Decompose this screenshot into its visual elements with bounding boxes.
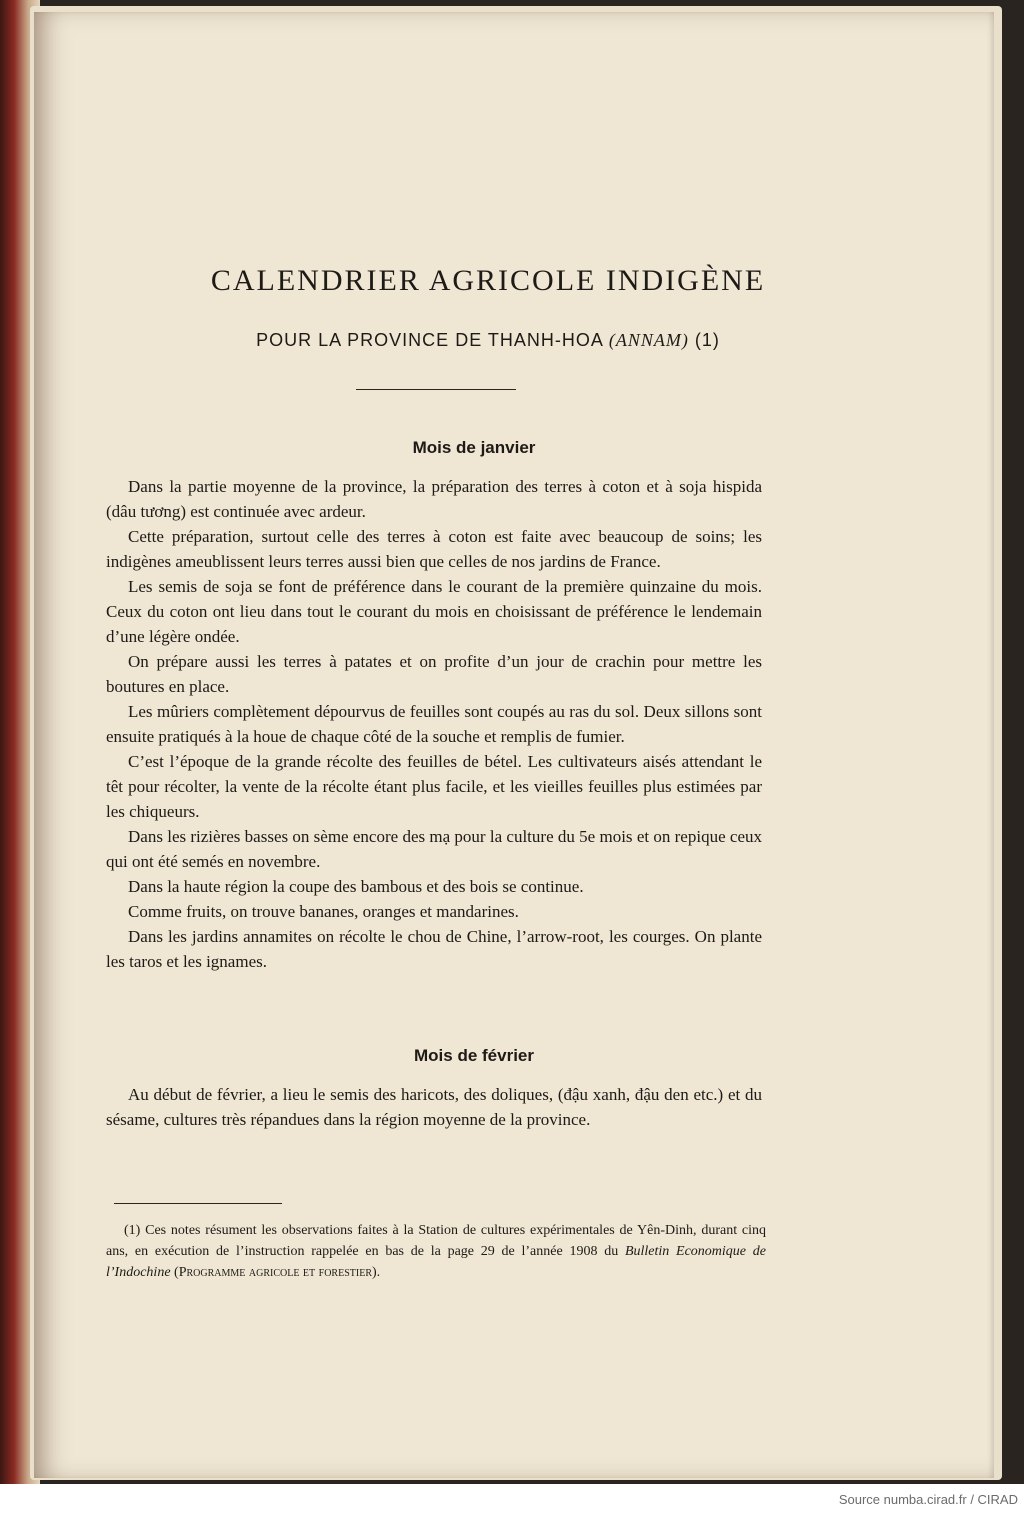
- document-subtitle: [34, 330, 922, 351]
- paragraph: Les semis de soja se font de préférence dans le courant de la première quinzaine du mois. Ceux du coton ont lieu dans tout le courant du mois en choisissant de préférence le lendemain d’une légère ondée.: [106, 577, 762, 646]
- paragraph: Comme fruits, on trouve bananes, oranges et mandarines.: [128, 902, 519, 921]
- paragraph: On prépare aussi les terres à patates et on profite d’un jour de crachin pour mettre les boutures en place.: [106, 652, 762, 696]
- paragraph: Les mûriers complètement dépourvus de feuilles sont coupés au ras du sol. Deux sillons sont ensuite pratiqués à la houe de chaque côté de la souche et remplis de fumier.: [106, 702, 762, 746]
- paragraph: Dans la haute région la coupe des bambous et des bois se continue.: [128, 877, 584, 896]
- section-body-fevrier: [106, 1082, 762, 1132]
- subtitle-footnote-ref: (1): [688, 330, 720, 350]
- document-title: CALENDRIER AGRICOLE INDIGÈNE: [210, 264, 766, 297]
- paragraph: Cette préparation, surtout celle des terres à coton est faite avec beaucoup de soins; les indigènes ameublissent leurs terres aussi bien que celles de nos jardins de France.: [106, 527, 762, 571]
- paragraph: Dans la partie moyenne de la province, la préparation des terres à coton et à soja hispida (dâu tương) est continuée avec ardeur.: [106, 477, 762, 521]
- section-heading-fevrier: Mois de février: [414, 1046, 534, 1065]
- section-body-janvier: [106, 474, 762, 974]
- section-heading-janvier: Mois de janvier: [412, 438, 536, 457]
- footnote-journal: Bulletin Economique de l’Indochine: [106, 1244, 766, 1280]
- paragraph: Dans les jardins annamites on récolte le chou de Chine, l’arrow-root, les courges. On plante les taros et les ignames.: [106, 927, 762, 971]
- paragraph: Au début de février, a lieu le semis des haricots, des doliques, (đậu xanh, đậu den etc.) et du sésame, cultures très répandues dans la région moyenne de la province.: [106, 1085, 762, 1129]
- title-divider: [356, 389, 516, 390]
- footnote-text: (1) Ces notes résument les observations faites à la Station de cultures expérimentales de Yên-Dinh, durant cinq ans, en exécution de l’instruction rappelée en bas de la page 29 de l’année 1908 du: [106, 1223, 766, 1259]
- paragraph: C’est l’époque de la grande récolte des feuilles de bétel. Les cultivateurs aisés attendant le têt pour récolter, la vente de la récolte étant plus facile, et les vieilles feuilles plus estimées par les chiqueurs.: [106, 752, 762, 821]
- subtitle-main: POUR LA PROVINCE DE THANH-HOA: [256, 330, 609, 350]
- footnote: [106, 1220, 766, 1283]
- paragraph: Dans les rizières basses on sème encore des mạ pour la culture du 5e mois et on repique ceux qui ont été semés en novembre.: [106, 827, 762, 871]
- document-page: [34, 12, 994, 1478]
- footnote-program: (Programme agricole et forestier).: [170, 1265, 381, 1280]
- source-credit: Source numba.cirad.fr / CIRAD: [838, 1492, 1018, 1507]
- subtitle-region: (ANNAM): [608, 330, 689, 350]
- footnote-divider: [114, 1203, 282, 1204]
